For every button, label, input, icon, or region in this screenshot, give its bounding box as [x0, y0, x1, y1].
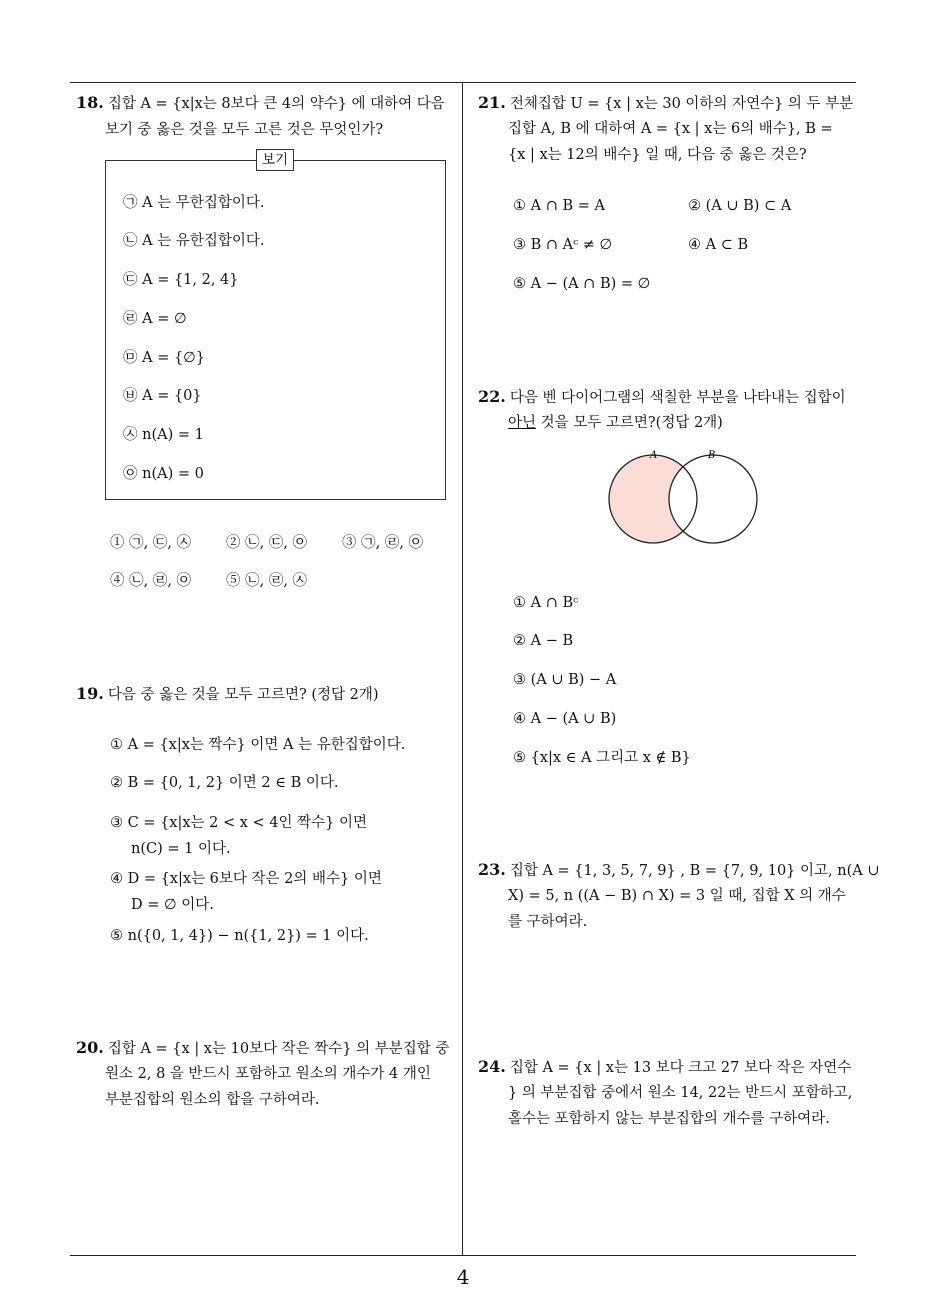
q23-line2: X) = 5, n ((A − B) ∩ X) = 3 일 때, 집합 X 의 개수 — [508, 888, 846, 904]
q19-choice-3: ③ C = {x|x는 2 < x < 4인 짝수} 이면 — [110, 815, 367, 831]
q20-stem-1: 집합 A = {x | x는 10보다 작은 짝수} 의 부분집합 중 — [107, 1041, 450, 1057]
venn-label-a: A — [650, 450, 658, 461]
q18-choice-2: ② ㉡, ㉢, ㉧ — [226, 535, 308, 551]
q21-choice-3: ③ B ∩ Aᶜ ≠ ∅ — [513, 237, 613, 253]
venn-label-b: B — [708, 450, 716, 461]
bogi-item: ㉤ A = {∅} — [123, 350, 206, 366]
q22-underlined-word: 아닌 — [508, 415, 537, 431]
q22-line1 — [478, 387, 846, 408]
q21-choice-4: ④ A ⊂ B — [688, 237, 749, 253]
q19-choice-4-cont: D = ∅ 이다. — [131, 897, 214, 913]
q19-stem: 다음 중 옳은 것을 모두 고르면? (정답 2개) — [107, 687, 379, 703]
q22-choice-3: ③ (A ∪ B) − A — [513, 672, 617, 688]
q24-line1 — [478, 1057, 851, 1078]
bogi-item: ㉢ A = {1, 2, 4} — [123, 272, 239, 288]
q18-line1 — [76, 93, 445, 114]
q21-line3: {x | x는 12의 배수} 일 때, 다음 중 옳은 것은? — [508, 147, 807, 163]
q22-choice-5: ⑤ {x|x ∈ A 그리고 x ∉ B} — [513, 750, 691, 766]
q22-choice-2: ② A − B — [513, 633, 574, 649]
q18-number: 18. — [76, 93, 104, 112]
bogi-label: 보기 — [256, 149, 294, 171]
q24-number: 24. — [478, 1057, 506, 1076]
bogi-item: ㉧ n(A) = 0 — [123, 466, 204, 482]
column-divider — [462, 82, 463, 1256]
venn-diagram — [600, 446, 770, 552]
q23-stem-1: 집합 A = {1, 3, 5, 7, 9} , B = {7, 9, 10} 이고, n(A ∪ — [509, 863, 880, 879]
q22-stem-2: 것을 모두 고르면?(정답 2개) — [536, 415, 723, 431]
q19-line1 — [76, 684, 379, 705]
q22-choice-1: ① A ∩ Bᶜ — [513, 595, 579, 611]
q19-choice-5: ⑤ n({0, 1, 4}) − n({1, 2}) = 1 이다. — [110, 928, 369, 944]
bogi-item: ㉥ A = {0} — [123, 388, 202, 404]
q21-number: 21. — [478, 93, 506, 112]
q24-line3: 홀수는 포함하지 않는 부분집합의 개수를 구하여라. — [508, 1111, 830, 1127]
q23-line3: 를 구하여라. — [508, 914, 588, 930]
q24-stem-1: 집합 A = {x | x는 13 보다 크고 27 보다 작은 자연수 — [509, 1060, 852, 1076]
q18-choice-5: ⑤ ㉡, ㉣, ㉦ — [226, 573, 308, 589]
q19-choice-3-cont: n(C) = 1 이다. — [131, 841, 231, 857]
q18-choice-1: ① ㉠, ㉢, ㉦ — [110, 535, 192, 551]
bogi-item: ㉦ n(A) = 1 — [123, 427, 204, 443]
q23-line1 — [478, 860, 879, 881]
q20-line3: 부분집합의 원소의 합을 구하여라. — [105, 1092, 320, 1108]
q20-number: 20. — [76, 1038, 104, 1057]
page-number: 4 — [456, 1265, 470, 1289]
q24-line2: } 의 부분집합 중에서 원소 14, 22는 반드시 포함하고, — [508, 1085, 853, 1101]
q19-choice-2: ② B = {0, 1, 2} 이면 2 ∈ B 이다. — [110, 775, 339, 791]
q18-line2: 보기 중 옳은 것을 모두 고른 것은 무엇인가? — [105, 122, 384, 138]
q21-choice-5: ⑤ A − (A ∩ B) = ∅ — [513, 276, 651, 292]
q20-line1 — [76, 1038, 449, 1059]
q21-choice-2: ② (A ∪ B) ⊂ A — [688, 198, 792, 214]
bogi-item: ㉣ A = ∅ — [123, 311, 187, 327]
q19-number: 19. — [76, 684, 104, 703]
q18-choice-3: ③ ㉠, ㉣, ㉧ — [342, 535, 424, 551]
bogi-item: ㉠ A 는 무한집합이다. — [123, 195, 265, 211]
q22-number: 22. — [478, 387, 506, 406]
q18-stem-1: 집합 A = {x|x는 8보다 큰 4의 약수} 에 대하여 다음 — [107, 96, 445, 112]
q21-choice-1: ① A ∩ B = A — [513, 198, 605, 214]
top-rule — [70, 82, 856, 83]
q23-number: 23. — [478, 860, 506, 879]
q22-stem-1: 다음 벤 다이어그램의 색칠한 부분을 나타내는 집합이 — [509, 390, 846, 406]
q21-stem-1: 전체집합 U = {x | x는 30 이하의 자연수} 의 두 부분 — [509, 96, 854, 112]
bottom-rule — [70, 1255, 856, 1256]
bogi-item: ㉡ A 는 유한집합이다. — [123, 233, 265, 249]
q19-choice-4: ④ D = {x|x는 6보다 작은 2의 배수} 이면 — [110, 871, 382, 887]
q22-choice-4: ④ A − (A ∪ B) — [513, 711, 617, 727]
q22-line2 — [508, 413, 723, 433]
q18-choice-4: ④ ㉡, ㉣, ㉧ — [110, 573, 192, 589]
q20-line2: 원소 2, 8 을 반드시 포함하고 원소의 개수가 4 개인 — [105, 1066, 431, 1082]
q21-line2: 집합 A, B 에 대하여 A = {x | x는 6의 배수}, B = — [508, 121, 833, 137]
q21-line1 — [478, 93, 853, 114]
q19-choice-1: ① A = {x|x는 짝수} 이면 A 는 유한집합이다. — [110, 737, 406, 753]
